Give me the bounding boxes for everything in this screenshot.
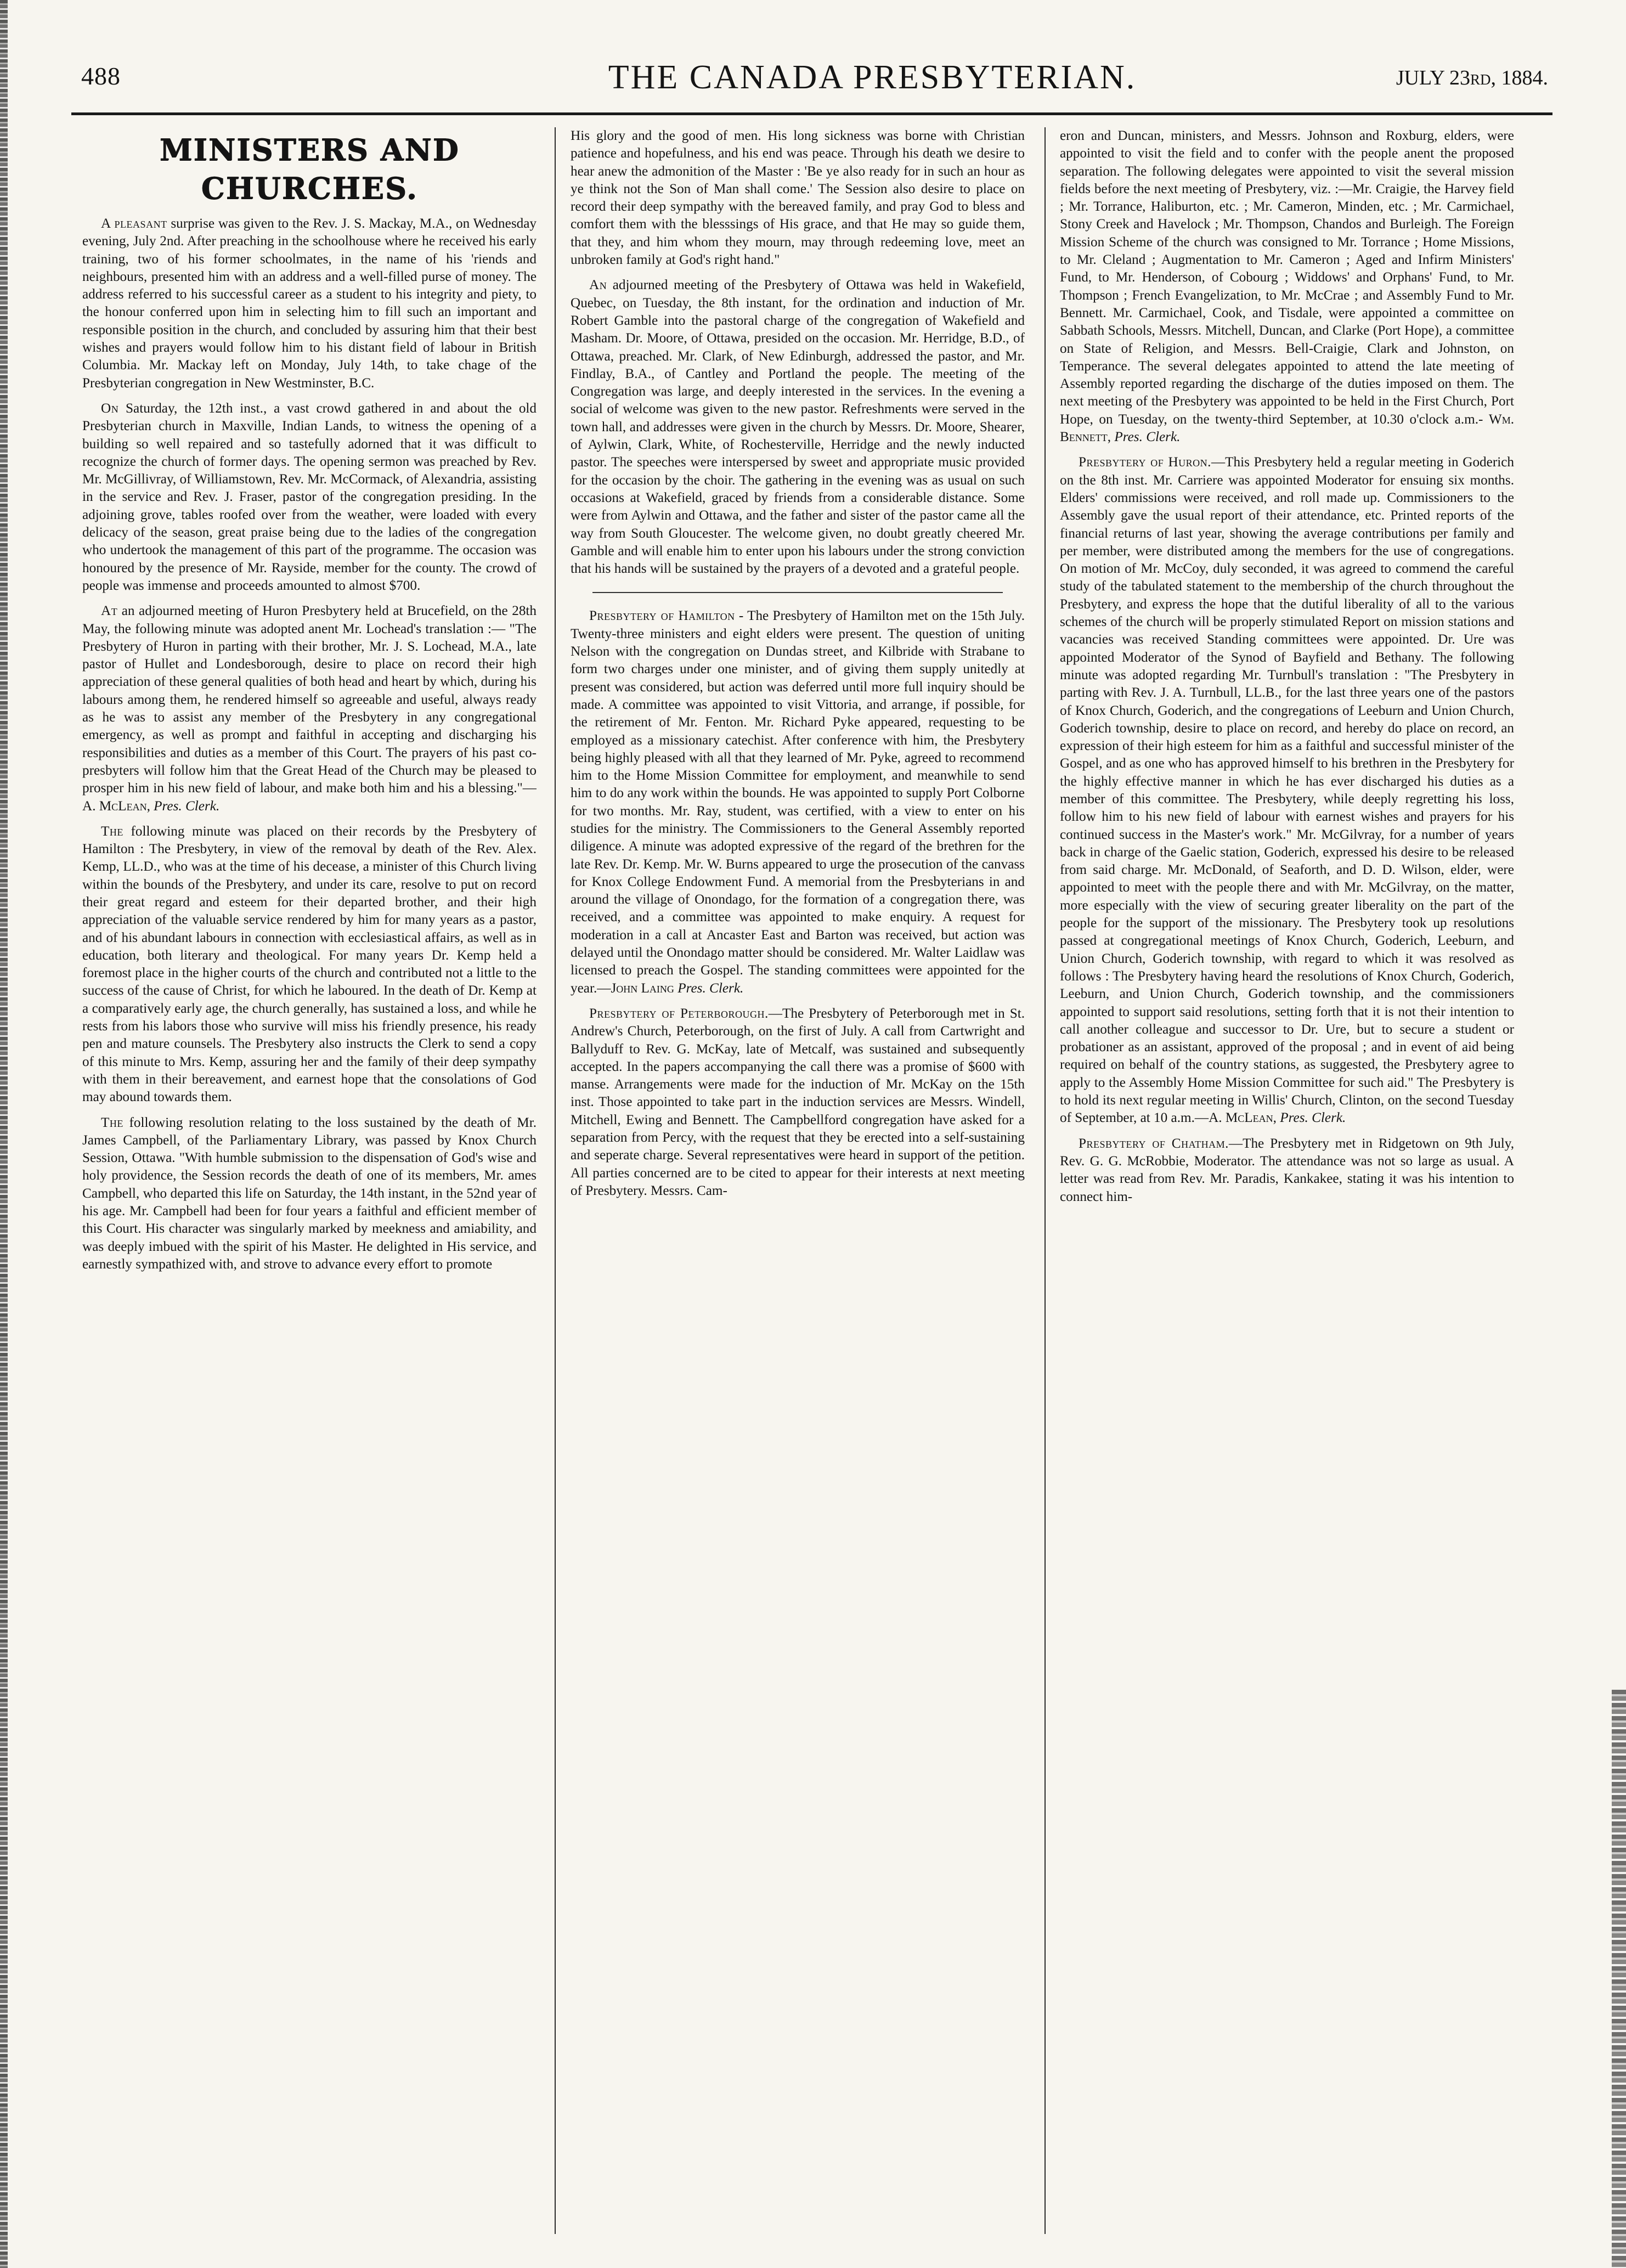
paragraph-text: eron and Duncan, ministers, and Messrs. Johnson and Roxburg, elders, were appointed to visit the field and to confer with the people anent the proposed separation. The following delegates were appointed to visit the several mission fields before the next meeting of Presbytery, viz. :—Mr. Craigie, the Harvey field ; Mr. Torrance, Haliburton, etc. ; Mr. Cameron, Minden, etc. ; Mr. Carmichael, Stony Creek and Havelock ; Mr. Thompson, Chandos and Burleigh. The Foreign Mission Scheme of the church was consigned to Mr. Torrance ; Home Missions, to Mr. Cleland ; Augmentation to Mr. Cameron ; Aged and Infirm Ministers' Fund, to Mr. Henderson, of Cobourg ; Widdows' and Orphans' Fund, to Mr. Thompson ; French Evangelization, to Mr. McCrae ; and Assembly Fund to Mr. Bennett. Mr. Carmichael, Cook, and Tisdale, were appointed a committee on Sabbath Schools, Messrs. Mitchell, Duncan, and Clarke (Port Hope), a committee on State of Religion, and Messrs. Bell-Craigie, Clark and Johnston, on Temperance. The several delegates appointed to attend the late meeting of Assembly reported regarding the discharge of the duties imposed on them. The next meeting of the Presbytery was appointed to be held in the First Church, Port Hope, on Tuesday, on the twenty-third September, at 10.30 o'clock a.m.- <box>1060 128 1514 427</box>
column-1 <box>82 127 537 2234</box>
lead-in: At <box>101 603 118 619</box>
signature: A. McLean, <box>82 798 150 814</box>
article-paragraph <box>1060 1135 1514 1206</box>
article-paragraph <box>1060 454 1514 1127</box>
paragraph-text: surprise was given to the Rev. J. S. Mackay, M.A., on Wednesday evening, July 2nd. After preaching in the schoolhouse where he received his early training, two of his former schoolmates, in the name of his 'riends and neighbours, presented him with an address and a well-filled purse of money. The address referred to his successful career as a student to his integrity and piety, to the honour conferred upon him in selecting him to fill such an important and responsible position in the church, and concluded by assuring him that their best wishes and prayers would follow him to his distant field of labour in British Columbia. Mr. Mackay left on Monday, July 14th, to take chage of the Presbyterian congregation in New Westminster, B.C. <box>82 216 537 391</box>
masthead <box>71 55 1552 115</box>
column-3 <box>1060 127 1514 2234</box>
paragraph-text: following minute was placed on their records by the Presbytery of Hamilton : The Presbytery, in view of the removal by death of the Rev. Alex. Kemp, LL.D., who was at the time of his decease, a minister of this Church living within the bounds of the Presbytery, and under its care, resolve to put on record their great regard and esteem for their departed brother, and their high appreciation of the valuable service rendered by him for many years as a pastor, and of his abundant labours in connection with ecclesiastical affairs, as well as in education, both literary and theological. For many years Dr. Kemp held a foremost place in the higher courts of the church and contributed not a little to the success of the cause of Christ, for which he laboured. In the death of Dr. Kemp at a comparatively early age, the church generally, has sustained a loss, and while he rests from his labors those who survive will miss his friendly presence, his ready pen and mature counsels. The Presbytery also instructs the Clerk to send a copy of this minute to Mrs. Kemp, assuring her and the family of their deep sympathy with them in their bereavement, and earnest hope that the consolations of God may abound towards them. <box>82 823 537 1105</box>
paragraph-text: —This Presbytery held a regular meeting in Goderich on the 8th inst. Mr. Carriere was appointed Moderator for ensuing six months. Elders' commissions were received, and roll made up. Commissioners to the Assembly gave the usual report of their attendance, etc. Printed reports of the financial returns of last year, showing the average contributions per family and per member, were distributed among the members for the use of congregations. On motion of Mr. McCoy, duly seconded, it was agreed to commend the careful study of the tabulated statement to the membership of the church throughout the Presbytery, and express the hope that the dutiful liberality of all to the various schemes of the church will be properly stimulated Report on mission stations and vacancies was received Standing committees were appointed. Dr. Ure was appointed Moderator of the Synod of Bayfield and Bethany. The following minute was adopted regarding Mr. Turnbull's translation : "The Presbytery in parting with Rev. J. A. Turnbull, LL.B., for the last three years one of the pastors of Knox Church, Goderich, and the congregations of Leeburn and Union Church, Goderich township, desire to place on record, and hereby do place on record, an expression of their high esteem for him as a faithful and successful minister of the Gospel, and as one who has approved himself to his brethren in the Presbytery for the highly effective manner in which he has ever discharged his duties as a member of this committee. The Presbytery, while deeply regretting his loss, follow him to his new field of labour with earnest wishes and prayers for his continued success in the Master's work." Mr. McGilvray, for a number of years back in charge of the Gaelic station, Goderich, expressed his desire to be released from said charge. Mr. McDonald, of Seaforth, and D. D. Wilson, elder, were appointed to meet with the people there and with Mr. McGilvray, on the matter, more especially with the view of securing greater liberality on the part of the people for the support of the missionary. The Presbytery took up resolutions passed at congregational meetings of Knox Church, Goderich, Leeburn, and Union Church, Goderich township, with regard to which it was resolved as follows : The Presbytery having heard the resolutions of Knox Church, Goderich, Leeburn, and Union Church, Goderich township, and the commissioners appointed to support said resolutions, setting forth that it is not their intention to call another colleague and successor to Dr. Ure, but to secure a student or probationer as an assistant, approved of the proposal ; and in event of aid being required on behalf of the country stations, as suggested, the Presbytery agree to apply to the Assembly Home Mission Committee for such aid." The Presbytery is to hold its next regular meeting in Willis' Church, Clinton, on the second Tuesday of September, at 10 a.m.— <box>1060 455 1514 1126</box>
section-heading: MINISTERS AND CHURCHES. <box>159 132 460 206</box>
paragraph-text: following resolution relating to the loss sustained by the death of Mr. James Campbell, of the Parliamentary Library, was passed by Knox Church Session, Ottawa. "With humble submission to the dispensation of God's wise and holy providence, the Session records the death of one of its members, Mr. ames Campbell, who departed this life on Saturday, the 14th instant, in the 52nd year of his age. Mr. Campbell had been for four years a faithful and efficient member of this Court. His character was singularly marked by meekness and amiability, and was deeply imbued with the spirit of his Master. He delighted in His service, and earnestly sympathized with, and strove to advance every effort to promote <box>82 1115 537 1272</box>
article-paragraph <box>82 1114 537 1274</box>
paragraph-text: —The Presbytery of Peterborough met in St. Andrew's Church, Peterborough, on the first of July. A call from Cartwright and Ballyduff to Rev. G. McKay, late of Metcalf, was sustained and subsequently accepted. In the papers accompanying the call there was a promise of $600 with manse. Arrangements were made for the induction of Mr. McKay on the 15th inst. Those appointed to take part in the induction services are Messrs. Windell, Mitchell, Ewing and Bennett. The Campbellford congregation have asked for a separation from Percy, with the request that they be erected into a self-sustaining and seperate charge. Several representatives were heard in support of the petition. All parties concerned are to be cited to appear for their interests at next meeting of Presbytery. Messrs. Cam- <box>571 1006 1025 1198</box>
article-paragraph <box>571 127 1025 269</box>
article-paragraph <box>82 823 537 1107</box>
lead-in: A pleasant <box>101 216 167 231</box>
paragraph-text: —The Presbytery met in Ridgetown on 9th July, Rev. G. G. McRobbie, Moderator. The attendance was not so large as usual. A letter was read from Rev. Mr. Paradis, Kankakee, stating it was his intention to connect him- <box>1060 1136 1514 1204</box>
signature-title: Pres. Clerk. <box>1114 430 1181 445</box>
signature: Wm. Bennett, <box>1060 411 1514 445</box>
signature-title: Pres. Clerk. <box>678 980 744 996</box>
paragraph-text: His glory and the good of men. His long sickness was borne with Christian patience and hopefulness, and his end was peace. Through his death we desire to hear anew the admonition of the Master : 'Be ye also ready for in such an hour as ye think not the Son of Man shall come.' The Session also desire to place on record their deep sympathy with the bereaved family, and pray God to bless and comfort them with the blesssings of His grace, and that He may so guide them, that they, and him whom they mourn, may through redeeming love, meet an unbroken family at God's right hand." <box>571 128 1025 268</box>
lead-in: The <box>101 1115 123 1130</box>
lead-in: The <box>101 823 123 839</box>
signature: A. McLean, <box>1209 1110 1277 1126</box>
signature-title: Pres. Clerk. <box>1280 1110 1346 1126</box>
article-paragraph <box>82 400 537 595</box>
lead-in: Presbytery of Hamilton <box>589 608 735 624</box>
column-2 <box>571 127 1025 2234</box>
lead-in: Presbytery of Chatham. <box>1079 1136 1229 1151</box>
paragraph-text: adjourned meeting of the Presbytery of Ottawa was held in Wakefield, Quebec, on Tuesday, the 8th instant, for the ordination and induction of Mr. Robert Gamble into the pastoral charge of the congregation of Wakefield and Masham. Dr. Moore, of Ottawa, presided on the occasion. Mr. Herridge, B.D., of Ottawa, preached. Mr. Clark, of New Edinburgh, addressed the pastor, and Mr. Findlay, B.A., of Cantley and Portland the people. The meeting of the Congregation was large, and deeply interested in the services. In the evening a social of welcome was given to the new pastor. Refreshments were served in the town hall, and addresses were given in the church by Messrs. Dr. Moore, Shearer, of Aylwin, Clark, White, of Rochesterville, Herridge and the newly inducted pastor. The speeches were interspersed by sweet and appropriate music provided for the occasion by the choir. The gathering in the evening was as usual on such occasions at Wakefield, graced by friends from a considerable distance. Some were from Aylwin and Ottawa, and the father and sister of the pastor came all the way from South Gloucester. The welcome given, no doubt greatly cheered Mr. Gamble and will enable him to enter upon his labours under the strong conviction that his hands will be sustained by the prayers of a devoted and a grateful people. <box>571 278 1025 577</box>
article-divider <box>592 592 1003 593</box>
issue-date: JULY 23rd, 1884. <box>1396 66 1548 89</box>
paragraph-text: Saturday, the 12th inst., a vast crowd gathered in and about the old Presbyterian church in Maxville, Indian Lands, to witness the opening of a building so well repaired and so tastefully adorned that it was difficult to recognize the church of former days. The opening sermon was preached by Rev. Mr. McGillivray, of Williamstown, Rev. Mr. McCormack, of Alexandria, assisting in the service and Rev. J. Fraser, pastor of the congregation presiding. In the adjoining grove, tables roofed over from the weather, were loaded with every delicacy of the season, great praise being due to the ladies of the congregation who undertook the management of this part of the programme. The occasion was honoured by the presence of Mr. Rayside, member for the county. The crowd of people was immense and proceeds amounted to almost $700. <box>82 400 537 593</box>
scan-edge-right <box>1612 1690 1626 2268</box>
article-paragraph <box>571 607 1025 997</box>
article-paragraph <box>82 215 537 392</box>
lead-in: Presbytery of Peterborough. <box>589 1006 769 1021</box>
lead-in: On <box>101 400 119 416</box>
scan-edge-left <box>0 0 8 2268</box>
article-paragraph <box>571 1005 1025 1200</box>
lead-in: An <box>589 278 607 293</box>
signature: John Laing <box>611 980 674 996</box>
paragraph-text: - The Presbytery of Hamilton met on the 15th July. Twenty-three ministers and eight elders were present. The question of uniting Nelson with the congregation on Dundas street, and Kilbride with Strabane to form two charges under one minister, and of giving them supply unitedly at present was considered, but action was deferred until more full inquiry should be made. A committee was appointed to visit Vittoria, and arrange, if possible, for the retirement of Mr. Fenton. Mr. Richard Pyke appeared, requesting to be employed as a missionary catechist. After conference with him, the Presbytery being highly pleased with all that they learned of Mr. Pyke, agreed to recommend him to the Home Mission Committee for employment, and meanwhile to send him to do any work within the bounds. He was appointed to supply Port Colborne for two months. Mr. Ray, student, was certified, with a view to enter on his studies for the ministry. The Commissioners to the General Assembly reported diligence. A minute was adopted expressive of the regard of the brethren for the late Rev. Dr. Kemp. Mr. W. Burns appeared to urge the prosecution of the canvass for Knox College Endowment Fund. A memorial from the Presbyterians in and around the village of Onondago, for the formation of a congregation there, was received, and a committee was appointed to make enquiry. A request for moderation in a call at Ancaster East and Barton was received, but action was delayed until the Onondago matter should be considered. Mr. Walter Laidlaw was licensed to preach the Gospel. The standing committees were appointed for the year.— <box>571 608 1025 996</box>
article-paragraph <box>571 277 1025 578</box>
journal-title: THE CANADA PRESBYTERIAN. <box>608 59 1137 96</box>
column-rule <box>1045 127 1046 2234</box>
header-rule <box>71 112 1552 115</box>
signature-title: Pres. Clerk. <box>154 798 220 814</box>
article-paragraph <box>1060 127 1514 446</box>
page-number: 488 <box>81 62 121 90</box>
paragraph-text: an adjourned meeting of Huron Presbytery held at Brucefield, on the 28th May, the following minute was adopted anent Mr. Lochead's translation :— "The Presbytery of Huron in parting with their brother, Mr. J. S. Lochead, M.A., late pastor of Hullet and Londesborough, desire to place on record their high appreciation of these general qualities of both head and heart by which, during his labours among them, he rendered himself so agreeable and useful, always ready as he was to assist any member of the Presbytery in any congregational emergency, as well as prompt and faithful in accepting and discharging his responsibilities and duties as a member of this Court. The prayers of his past co-presbyters will follow him that the Great Head of the Church may be pleased to prosper him in his new field of labour, and make both him and his a blessing."— <box>82 603 537 796</box>
article-paragraph <box>82 602 537 815</box>
lead-in: Presbytery of Huron. <box>1079 455 1211 470</box>
column-rule <box>555 127 556 2234</box>
